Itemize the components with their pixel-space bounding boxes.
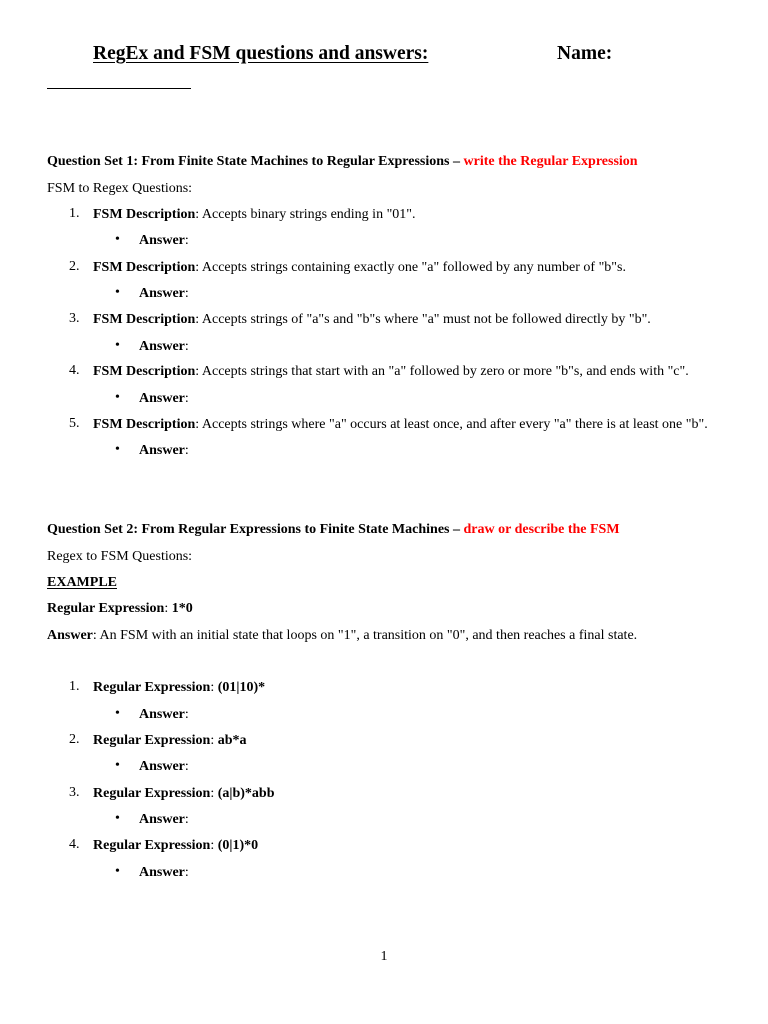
answer-colon: : <box>184 286 189 301</box>
set2-subheading: Regex to FSM Questions: <box>47 549 193 564</box>
set1-heading <box>47 153 638 171</box>
set2-item-2-value: ab*a <box>217 733 247 748</box>
set2-item-3-value: (a|b)*abb <box>217 786 275 801</box>
set1-item-5-number: 5. <box>69 416 80 431</box>
set1-item-2-number: 2. <box>69 259 80 274</box>
answer-colon: : <box>184 391 189 406</box>
set2-item-1-label: Regular Expression <box>93 680 211 695</box>
answer-label: Answer <box>139 707 185 722</box>
answer-label: Answer <box>139 812 185 827</box>
example-regex-label: Regular Expression <box>47 601 165 616</box>
answer-label: Answer <box>139 443 185 458</box>
bullet-icon: • <box>115 338 120 353</box>
bullet-icon: • <box>115 864 120 879</box>
bullet-icon: • <box>115 442 120 457</box>
example-answer-text: : An FSM with an initial state that loops on "1", a transition on "0", and then reaches a final state. <box>92 628 638 643</box>
set2-item-3-label: Regular Expression <box>93 786 211 801</box>
set1-item-1-text: : Accepts binary strings ending in "01". <box>195 207 416 222</box>
set1-item-5-text: : Accepts strings where "a" occurs at least once, and after every "a" there is at least one "b". <box>195 417 708 432</box>
set1-item-4-number: 4. <box>69 363 80 378</box>
answer-label: Answer <box>139 233 185 248</box>
answer-colon: : <box>184 759 189 774</box>
set2-item-1: Regular Expression: (01|10)* <box>93 680 266 695</box>
set1-item-4-text: : Accepts strings that start with an "a" followed by zero or more "b"s, and ends with "c". <box>195 364 689 379</box>
set2-item-2: Regular Expression: ab*a <box>93 733 247 748</box>
set2-answer-4 <box>139 864 189 882</box>
answer-colon: : <box>184 339 189 354</box>
set2-instruction: draw or describe the FSM <box>463 522 620 537</box>
example-regex-value: 1*0 <box>171 601 193 616</box>
answer-colon: : <box>184 707 189 722</box>
answer-label: Answer <box>139 391 185 406</box>
answer-label: Answer <box>139 759 185 774</box>
page-number: 1 <box>380 949 388 964</box>
bullet-icon: • <box>115 706 120 721</box>
set1-item-5-label: FSM Description <box>93 417 196 432</box>
set1-item-1-label: FSM Description <box>93 207 196 222</box>
document-title: RegEx and FSM questions and answers: <box>93 43 429 64</box>
set1-subheading: FSM to Regex Questions: <box>47 181 193 196</box>
set1-item-1 <box>93 206 416 224</box>
name-label: Name: <box>557 43 613 64</box>
set1-item-3-number: 3. <box>69 311 80 326</box>
set2-answer-1 <box>139 706 189 724</box>
set1-heading-text: Question Set 1: From Finite State Machines to Regular Expressions – <box>47 154 460 169</box>
set2-heading-text: Question Set 2: From Regular Expressions to Finite State Machines – <box>47 522 460 537</box>
bullet-icon: • <box>115 232 120 247</box>
set2-item-4-value: (0|1)*0 <box>217 838 259 853</box>
answer-colon: : <box>184 233 189 248</box>
set1-answer-1 <box>139 232 189 250</box>
answer-colon: : <box>184 865 189 880</box>
set1-answer-4 <box>139 390 189 408</box>
example-answer-label: Answer <box>47 628 93 643</box>
answer-label: Answer <box>139 865 185 880</box>
set2-item-3-number: 3. <box>69 785 80 800</box>
set1-item-4-label: FSM Description <box>93 364 196 379</box>
set1-item-3 <box>93 311 651 329</box>
answer-label: Answer <box>139 339 185 354</box>
set1-item-3-label: FSM Description <box>93 312 196 327</box>
set2-item-4-number: 4. <box>69 837 80 852</box>
set1-instruction: write the Regular Expression <box>463 154 638 169</box>
set1-item-3-text: : Accepts strings of "a"s and "b"s where "a" must not be followed directly by "b". <box>195 312 651 327</box>
example-answer <box>47 627 637 645</box>
set2-heading <box>47 521 620 539</box>
bullet-icon: • <box>115 758 120 773</box>
set2-item-4-label: Regular Expression <box>93 838 211 853</box>
set1-answer-5 <box>139 442 189 460</box>
set2-item-2-number: 2. <box>69 732 80 747</box>
set2-item-3: Regular Expression: (a|b)*abb <box>93 786 275 801</box>
set1-item-2-label: FSM Description <box>93 260 196 275</box>
set1-item-2-text: : Accepts strings containing exactly one "a" followed by any number of "b"s. <box>195 260 626 275</box>
example-regex: Regular Expression: 1*0 <box>47 601 193 616</box>
bullet-icon: • <box>115 811 120 826</box>
set2-answer-3 <box>139 811 189 829</box>
set2-item-4: Regular Expression: (0|1)*0 <box>93 838 259 853</box>
set1-item-1-number: 1. <box>69 206 80 221</box>
bullet-icon: • <box>115 390 120 405</box>
set1-answer-3 <box>139 338 189 356</box>
example-label: EXAMPLE <box>47 575 117 590</box>
set1-item-4 <box>93 363 689 381</box>
answer-colon: : <box>184 812 189 827</box>
set2-item-1-value: (01|10)* <box>217 680 266 695</box>
set1-item-5 <box>93 416 708 434</box>
set1-answer-2 <box>139 285 189 303</box>
bullet-icon: • <box>115 285 120 300</box>
set2-item-1-number: 1. <box>69 679 80 694</box>
set2-item-2-label: Regular Expression <box>93 733 211 748</box>
answer-colon: : <box>184 443 189 458</box>
set2-answer-2 <box>139 758 189 776</box>
answer-label: Answer <box>139 286 185 301</box>
set1-item-2 <box>93 259 626 277</box>
name-blank-line <box>47 88 191 89</box>
